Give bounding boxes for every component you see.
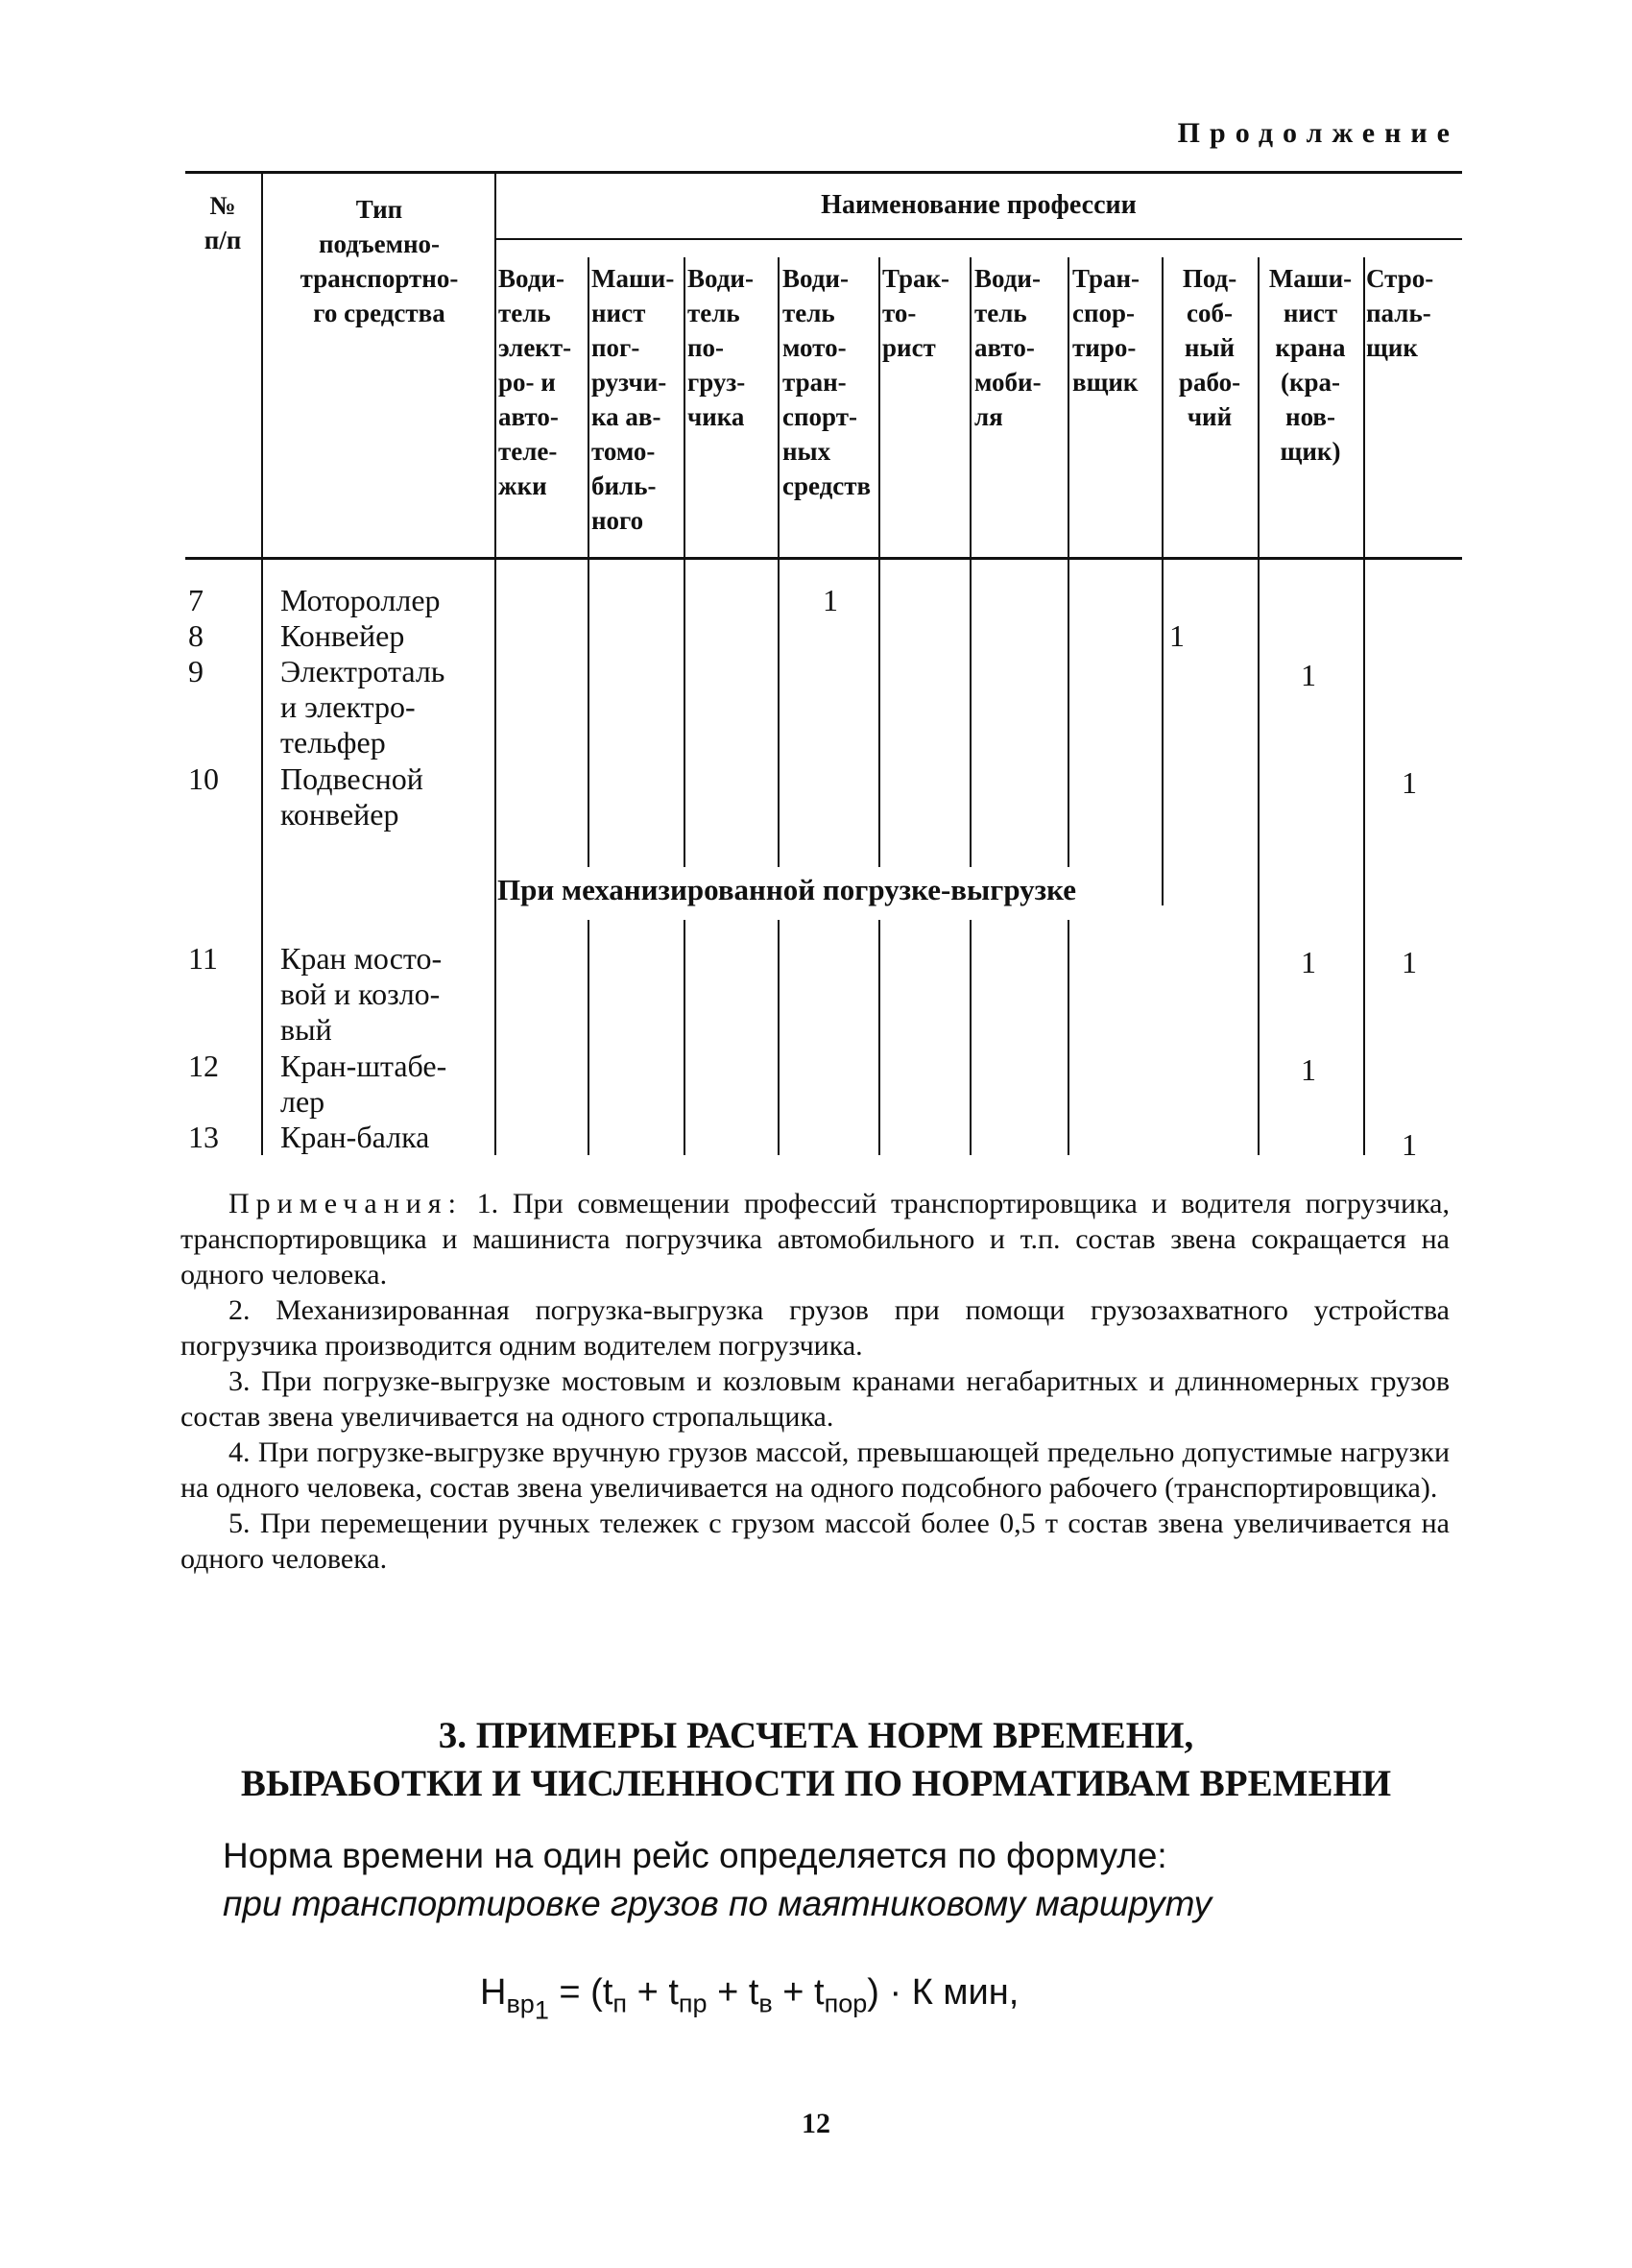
header-profession: Води- тель по- груз- чика <box>687 264 754 431</box>
table-row-number: 13 <box>188 1120 219 1154</box>
table-cell-value: 1 <box>1169 618 1185 653</box>
header-profession: Води- тель мото- тран- спорт- ных средств <box>782 264 872 500</box>
table-row-type: Электроталь и электро- тельфер <box>280 654 445 760</box>
note-1: 1. При совмещении профессий транспортировщика и водителя погрузчика, транспортировщика и машиниста погрузчика автомобильного и т.п. состав звена сокращается на одного человека. <box>180 1188 1450 1291</box>
note-3: 3. При погрузке-выгрузке мостовым и козловым кранами негабаритных и длинномерных грузов состав звена увеличивается на одного стропальщика. <box>180 1365 1450 1433</box>
formula-h-subsub: 1 <box>534 1994 549 2024</box>
table-col-line <box>1068 257 1069 867</box>
notes-lead: Примечания: <box>228 1188 463 1219</box>
header-profession: Води- тель авто- моби- ля <box>974 264 1042 431</box>
section-heading-line1: 3. ПРИМЕРЫ РАСЧЕТА НОРМ ВРЕМЕНИ, <box>438 1715 1194 1756</box>
table-row-type: Кран мосто- вой и козло- вый <box>280 941 443 1047</box>
header-vehicle-type: Тип подъемно- транспортно- го средства <box>300 195 459 327</box>
table-col-line <box>588 257 589 867</box>
note-2: 2. Механизированная погрузка-выгрузка грузов при помощи грузозахватного устройства погрузчика производится одним водителем погрузчика. <box>180 1294 1450 1362</box>
formula-h: Н <box>480 1972 507 2013</box>
table-col-line <box>970 257 972 867</box>
formula <box>480 1972 1019 2025</box>
formula-intro: Норма времени на один рейс определяется по формуле: <box>223 1836 1167 1875</box>
table-header-bottom-rule <box>185 557 1462 560</box>
table-row-number: 11 <box>188 941 218 976</box>
formula-h-sub: вр <box>506 1989 535 2018</box>
header-profession: Води- тель элект- ро- и авто- теле- жки <box>498 264 572 500</box>
notes-block <box>180 1186 1450 1577</box>
formula-tail: ) · К мин, <box>867 1972 1020 2013</box>
table-col-line <box>970 920 972 1155</box>
table-col-line <box>1162 257 1164 905</box>
table-col-line <box>1068 920 1069 1155</box>
formula-tp: п <box>612 1989 628 2018</box>
table-row-number: 10 <box>188 761 219 796</box>
table-cell-value: 1 <box>1301 658 1316 692</box>
table-row-number: 9 <box>188 654 204 688</box>
table-col-line <box>684 920 685 1155</box>
table-cell-value: 1 <box>1301 945 1316 979</box>
table-row-type: Кран-балка <box>280 1120 430 1154</box>
formula-case: при транспортировке грузов по маятниковому маршруту <box>223 1884 1212 1923</box>
formula-tv: в <box>758 1989 773 2018</box>
table-col-line <box>261 171 263 1155</box>
note-5: 5. При перемещении ручных тележек с грузом массой более 0,5 т состав звена увеличивается на одного человека. <box>180 1508 1450 1575</box>
continued-label: Продолжение <box>1177 117 1459 149</box>
table-row-number: 8 <box>188 618 204 653</box>
table-top-rule <box>185 171 1462 174</box>
table-col-line <box>684 257 685 867</box>
note-4: 4. При погрузке-выгрузке вручную грузов массой, превышающей предельно допустимые нагрузки на одного человека, состав звена увеличивается на одного подсобного рабочего (транспортировщика). <box>180 1436 1450 1504</box>
table-row-number: 7 <box>188 583 204 617</box>
table-cell-value: 1 <box>1301 1052 1316 1087</box>
header-profession: Трак- то- рист <box>882 264 950 362</box>
formula-open: = (t <box>548 1972 613 2013</box>
table-col-line <box>878 257 880 867</box>
table-row-type: Мотороллер <box>280 583 441 617</box>
section-heading-line2: ВЫРАБОТКИ И ЧИСЛЕННОСТИ ПО НОРМАТИВАМ ВРЕМЕНИ <box>240 1763 1392 1804</box>
table-col-line <box>494 171 496 1155</box>
header-profession: Под- соб- ный рабо- чий <box>1178 264 1241 431</box>
header-profession: Маши- нист пог- рузчи- ка ав- томо- биль- ного <box>591 264 675 535</box>
profession-group-rule <box>495 238 1462 240</box>
table-col-line <box>778 257 780 867</box>
table-col-line <box>1363 257 1365 1155</box>
formula-tpor: пор <box>824 1989 868 2018</box>
table-row-type: Подвесной конвейер <box>280 761 423 832</box>
header-profession-group: Наименование профессии <box>821 190 1137 220</box>
header-profession: Стро- паль- щик <box>1366 264 1434 362</box>
table-row-number: 12 <box>188 1049 219 1083</box>
section-label: При механизированной погрузке-выгрузке <box>497 873 1076 906</box>
table-col-line <box>878 920 880 1155</box>
header-profession: Тран- спор- тиро- вщик <box>1072 264 1140 397</box>
table-cell-value: 1 <box>1402 945 1417 979</box>
table-cell-value: 1 <box>1402 1127 1417 1162</box>
table-cell-value: 1 <box>1402 765 1417 800</box>
table-col-line <box>778 920 780 1155</box>
table-col-line <box>588 920 589 1155</box>
page-number: 12 <box>802 2108 830 2139</box>
formula-tpr: пр <box>678 1989 708 2018</box>
table-row-type: Кран-штабе- лер <box>280 1049 447 1119</box>
header-profession: Маши- нист крана (кра- нов- щик) <box>1268 264 1353 466</box>
header-number: № п/п <box>204 191 242 254</box>
formula-plus: + t <box>627 1972 679 2013</box>
table-row-type: Конвейер <box>280 618 405 653</box>
table-cell-value: 1 <box>823 583 838 617</box>
formula-plus: + t <box>772 1972 825 2013</box>
formula-plus: + t <box>707 1972 759 2013</box>
